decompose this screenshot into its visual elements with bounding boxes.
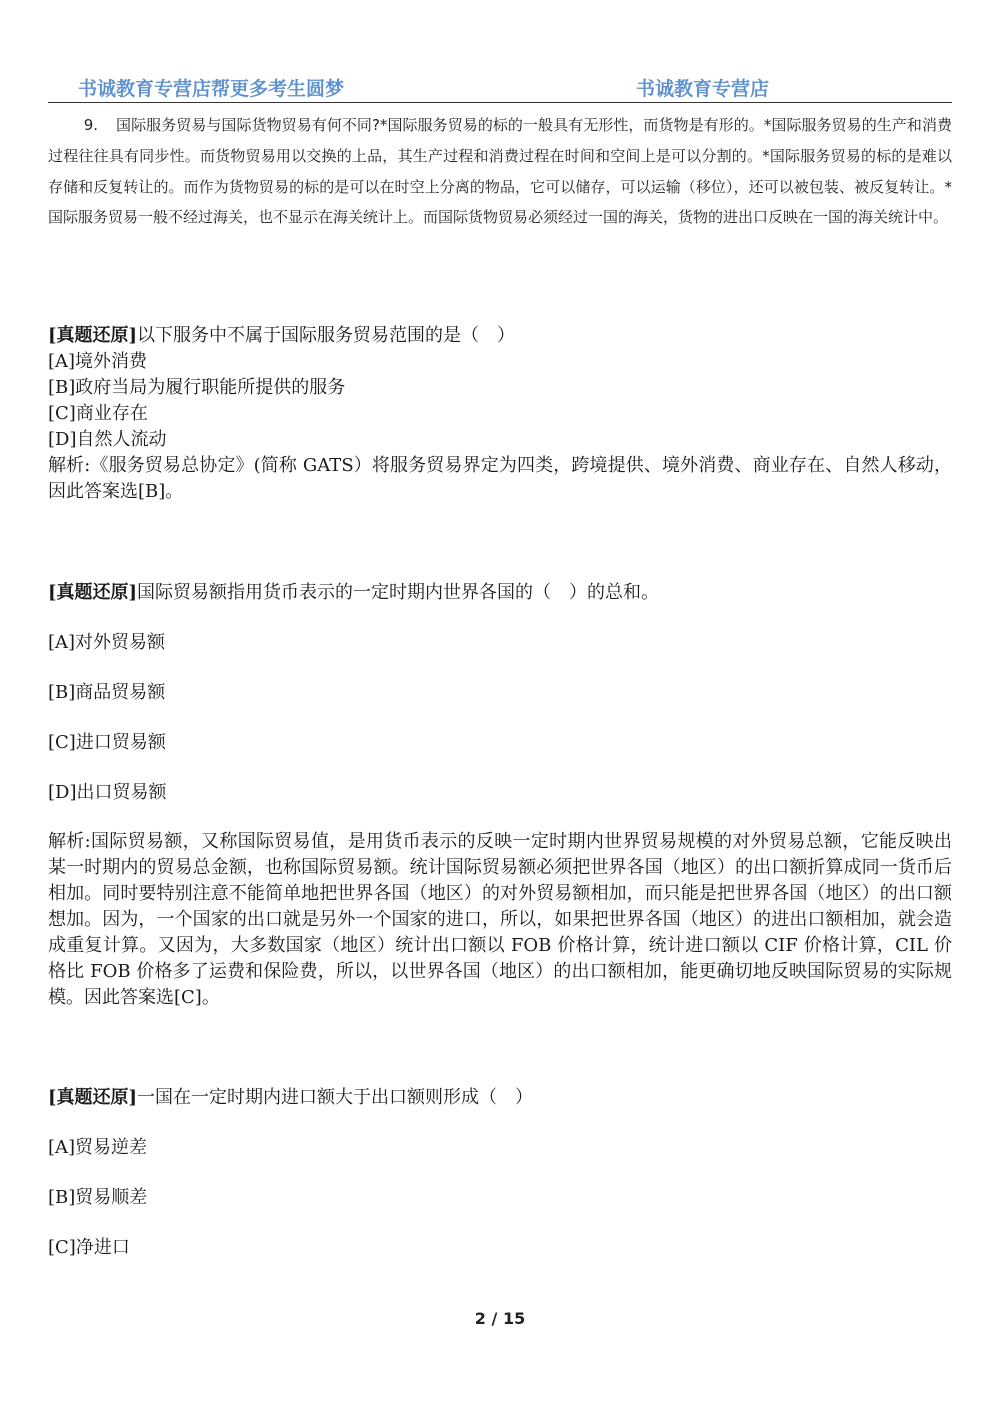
option-d: [D]出口贸易额 — [48, 782, 167, 803]
item-number: 9. — [83, 116, 98, 134]
option-b: [B]政府当局为履行职能所提供的服务 — [48, 377, 346, 398]
explanation: 解析:国际贸易额，又称国际贸易值，是用货币表示的反映一定时期内世界贸易规模的对外贸易总额，它能反映出某一时期内的贸易总金额，也称国际贸易额。统计国际贸易额必须把世界各国（地区）的出口额折算成同一货币后相加。同时要特别注意不能简单地把世界各国（地区）的对外贸易额相加，而只能是把世界各国（地区）的出口额想加。因为，一个国家的出口就是另外一个国家的进口，所以，如果把世界各国（地区）的进出口额相加，就会造成重复计算。又因为，大多数国家（地区）统计出口额以 FOB 价格计算，统计进口额以 CIF 价格计算，CIL 价格比 FOB 价格多了运费和保险费，所以，以世界各国（地区）的出口额相加，能更确切地反映国际贸易的实际规模。因此答案选[C]。 — [48, 831, 952, 1008]
question-text: 以下服务中不属于国际服务贸易范围的是（ ） — [137, 325, 516, 346]
question-stem — [48, 580, 952, 606]
page-number — [0, 1309, 1000, 1328]
option-b: [B]商品贸易额 — [48, 682, 166, 703]
option-c: [C]进口贸易额 — [48, 732, 166, 753]
page-header — [48, 72, 952, 103]
question-block-3 — [48, 1085, 952, 1261]
question-tag: [真题还原] — [48, 325, 138, 346]
header-left-text: 书诚教育专营店帮更多考生圆梦 — [78, 78, 345, 100]
option-a: [A]对外贸易额 — [48, 632, 166, 653]
question-stem — [48, 323, 952, 349]
question-block-2 — [48, 580, 952, 1011]
question-text: 国际贸易额指用货币表示的一定时期内世界各国的（ ）的总和。 — [137, 582, 660, 603]
question-tag: [真题还原] — [48, 1087, 138, 1108]
option-c: [C]商业存在 — [48, 403, 148, 424]
option-b: [B]贸易顺差 — [48, 1187, 148, 1208]
header-right-text: 书诚教育专营店 — [636, 78, 770, 100]
option-a: [A]贸易逆差 — [48, 1137, 148, 1158]
intro-paragraph — [48, 110, 952, 233]
current-page: 2 — [474, 1309, 486, 1328]
question-tag: [真题还原] — [48, 582, 138, 603]
total-pages: 15 — [502, 1309, 526, 1328]
option-c: [C]净进口 — [48, 1237, 130, 1258]
page-separator: / — [491, 1309, 498, 1328]
question-stem — [48, 1085, 952, 1111]
intro-text: 国际服务贸易与国际货物贸易有何不同?*国际服务贸易的标的一般具有无形性，而货物是有形的。*国际服务贸易的生产和消费过程往往具有同步性。而货物贸易用以交换的上品，其生产过程和消费过程在时间和空间上是可以分割的。*国际服务贸易的标的是难以存储和反复转让的。而作为货物贸易的标的是可以在时空上分离的物品，它可以储存，可以运输（移位），还可以被包装、被反复转让。*国际服务贸易一般不经过海关，也不显示在海关统计上。而国际货物贸易必须经过一国的海关，货物的进出口反映在一国的海关统计中。 — [48, 116, 952, 227]
option-d: [D]自然人流动 — [48, 429, 167, 450]
option-a: [A]境外消费 — [48, 351, 148, 372]
question-text: 一国在一定时期内进口额大于出口额则形成（ ） — [137, 1087, 534, 1108]
question-block-1 — [48, 323, 952, 505]
explanation: 解析:《服务贸易总协定》(简称 GATS）将服务贸易界定为四类，跨境提供、境外消费、商业存在、自然人移动，因此答案选[B]。 — [48, 455, 952, 502]
